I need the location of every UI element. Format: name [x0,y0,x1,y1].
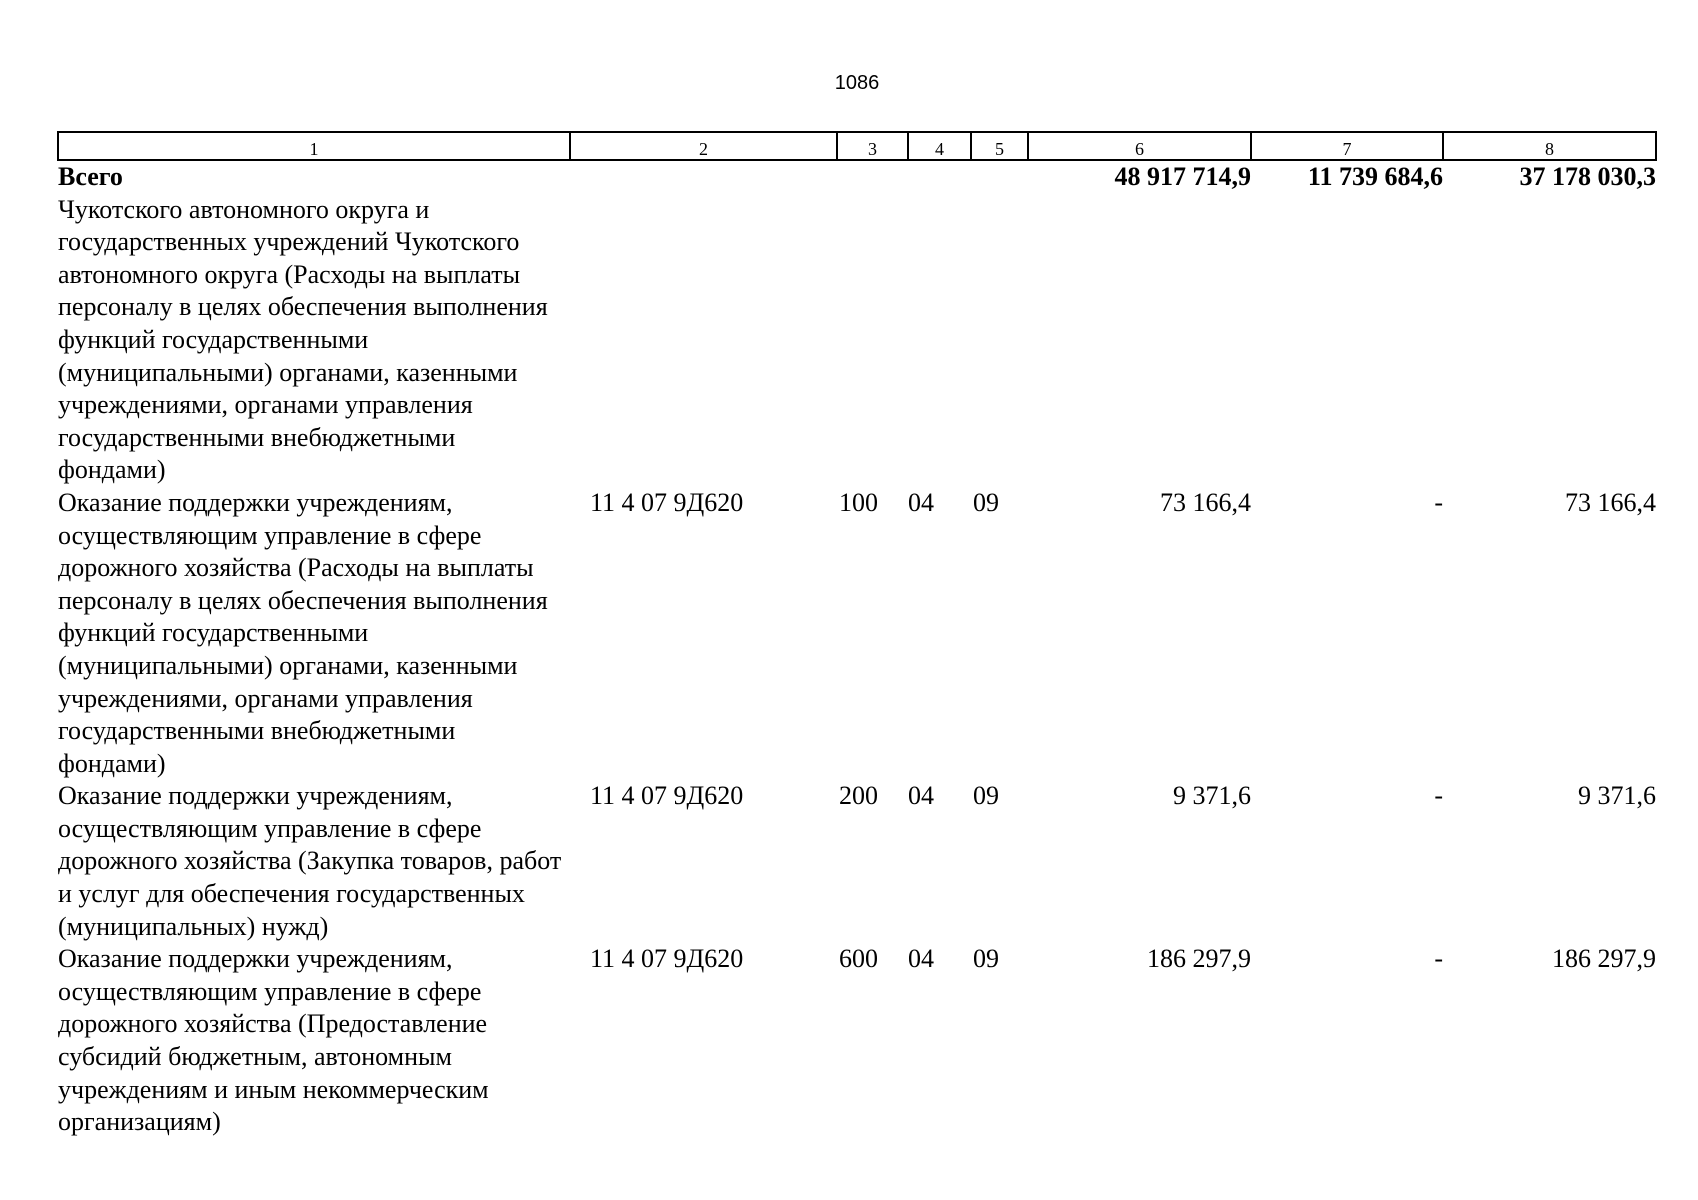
row-amount-col8: 9 371,6 [1578,781,1656,811]
row-amount-col6: 186 297,9 [1147,944,1251,974]
column-number-1: 1 [58,132,570,160]
row-amount-col8: 186 297,9 [1552,944,1656,974]
table-row [58,487,1656,780]
total-col3-empty [837,160,908,194]
total-col5-empty [971,160,1028,194]
row-expense-type [837,194,908,487]
row-expense-type: 200 [839,781,878,811]
total-amount-col6: 48 917 714,9 [1114,162,1251,191]
row-amount-col7 [1251,194,1443,487]
row-amount-col7: - [1434,781,1443,811]
row-amount-col7: - [1434,487,1443,517]
table-body [58,160,1656,1139]
column-number-3: 3 [837,132,908,160]
row-amount-col7: - [1434,944,1443,974]
total-code-empty [570,160,837,194]
row-amount-col6: 9 371,6 [1173,781,1251,811]
total-col4-empty [908,160,971,194]
row-section: 04 [908,944,934,974]
column-number-5: 5 [971,132,1028,160]
column-number-4: 4 [908,132,971,160]
total-amount-col7: 11 739 684,6 [1307,162,1443,191]
row-expense-type: 600 [839,944,878,974]
row-target-code: 11 4 07 9Д620 [590,944,744,974]
row-name: Оказание поддержки учреждениям, осуществляющим управление в сфере дорожного хозяйства (Закупка товаров, работ и услуг для обеспечения государственных (муниципальных) нужд) [58,781,562,941]
row-subsection: 09 [973,944,999,974]
row-expense-type: 100 [839,487,878,517]
row-amount-col6: 73 166,4 [1160,487,1251,517]
table-row [58,943,1656,1139]
row-subsection [971,194,1028,487]
row-section: 04 [908,781,934,811]
header-row [58,132,1656,160]
page-number: 1086 [834,72,880,94]
table-header [58,132,1656,160]
row-amount-col8: 73 166,4 [1565,487,1656,517]
row-subsection: 09 [973,781,999,811]
row-name: Чукотского автономного округа и государственных учреждений Чукотского автономного округа (Расходы на выплаты персоналу в целях обеспечения выполнения функций государственными (муниципальными) органами, казенными учреждениями, органами управления государственными внебюджетными фондами) [58,194,548,485]
table-row [58,194,1656,487]
row-target-code: 11 4 07 9Д620 [590,781,744,811]
budget-table [57,131,1657,1139]
row-section: 04 [908,487,934,517]
total-amount-col8: 37 178 030,3 [1519,162,1656,191]
row-amount-col8 [1443,194,1656,487]
row-target-code: 11 4 07 9Д620 [590,487,744,517]
column-number-6: 6 [1028,132,1251,160]
total-label: Всего [58,162,123,191]
row-subsection: 09 [973,487,999,517]
table-row [58,780,1656,943]
row-amount-col6 [1028,194,1251,487]
row-name: Оказание поддержки учреждениям, осуществляющим управление в сфере дорожного хозяйства (Расходы на выплаты персоналу в целях обеспечения выполнения функций государственными (муниципальными) органами, казенными учреждениями, органами управления государственными внебюджетными фондами) [58,487,548,778]
row-name: Оказание поддержки учреждениям, осуществляющим управление в сфере дорожного хозяйства (Предоставление субсидий бюджетным, автономным учреждениям и иным некоммерческим организациям) [58,944,489,1137]
column-number-7: 7 [1251,132,1443,160]
row-section [908,194,971,487]
row-target-code [570,194,837,487]
column-number-2: 2 [570,132,837,160]
total-row [58,160,1656,194]
column-number-8: 8 [1443,132,1656,160]
